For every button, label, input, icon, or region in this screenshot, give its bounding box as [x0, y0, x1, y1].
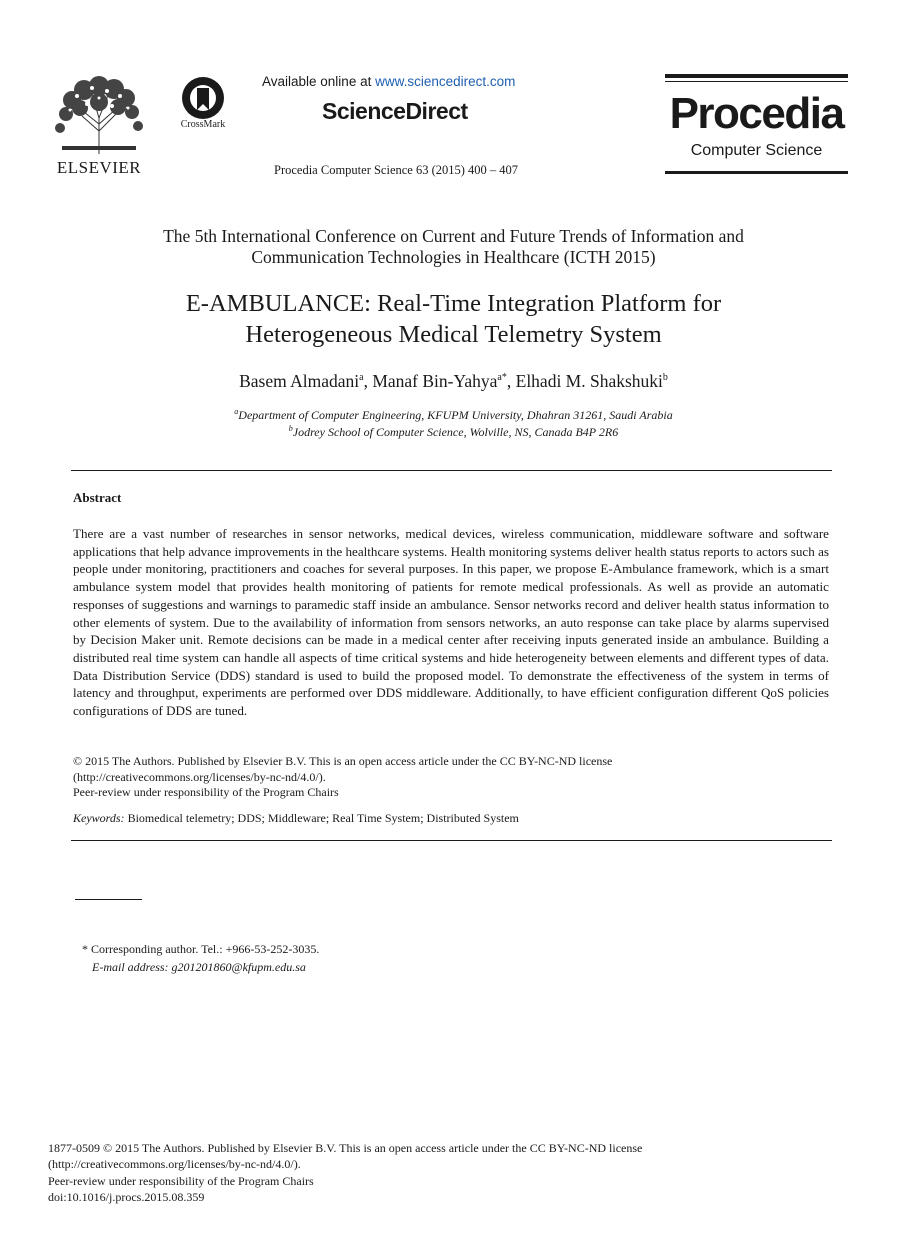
title-line-1: E-AMBULANCE: Real-Time Integration Platform for: [185, 290, 722, 317]
author-list: [60, 371, 847, 392]
license-line-1: © 2015 The Authors. Published by Elsevier B.V. This is an open access article under the CC BY-NC-ND license: [73, 754, 613, 768]
author-name: Manaf Bin-Yahya: [372, 371, 498, 391]
sciencedirect-logo: ScienceDirect: [322, 98, 468, 124]
author-affil-mark: b: [662, 372, 668, 384]
procedia-name: Procedia: [669, 89, 844, 138]
publisher-name: ELSEVIER: [56, 158, 142, 177]
peer-review-line: Peer-review under responsibility of the Program Chairs: [48, 1173, 314, 1188]
author-separator: ,: [506, 371, 516, 391]
license-block: [73, 754, 833, 801]
top-divider: [71, 470, 832, 471]
affiliation-text: Jodrey School of Computer Science, Wolville, NS, Canada B4P 2R6: [292, 425, 619, 439]
conference-name: [60, 226, 847, 268]
conference-line-1: The 5th International Conference on Current and Future Trends of Information and: [163, 226, 744, 246]
paper-title: [60, 288, 847, 350]
footnote-rule: [75, 899, 142, 900]
affiliation-mark: b: [288, 424, 293, 433]
corresponding-mark: *: [501, 372, 507, 384]
procedia-top-thin-rule: [665, 81, 848, 82]
keywords-text: Biomedical telemetry; DDS; Middleware; Real Time System; Distributed System: [124, 811, 519, 825]
abstract-body: There are a vast number of researches in sensor networks, medical devices, wireless communication, middleware software and software applications that help advance improvements in the healthcare systems. Health monitoring systems deliver health status reports to actors such as people under monitoring, practitioners and coaches for several purposes. In this paper, we propose E-Ambulance framework, which is a smart ambulance system model that provides health monitoring of patients for remote medical professionals. As well as provide an automatic responses of suggestions and warnings to paramedic staff inside an ambulance. Sensor networks record and deliver health status information to other elements of system. Due to the availability of information from sensors networks, an auto response can take place by alarms supervised by Decision Maker unit. Remote decisions can be made in a medical center after receiving inputs generated inside an ambulance. Building a distributed real time system can handle all aspects of time critical systems and hide heterogeneity between elements and different types of data. Data Distribution Service (DDS) standard is used to build the proposed model. To demonstrate the effectiveness of the system in terms of latency and throughput, experiments are performed over DDS middleware. Additionally, to have efficient configuration different QoS policies configurations of DDS are tuned.: [73, 526, 829, 719]
author-affil-mark: a: [359, 372, 364, 384]
doi-line[interactable]: doi:10.1016/j.procs.2015.08.359: [48, 1190, 205, 1205]
affiliation-mark: a: [234, 407, 239, 416]
license-link[interactable]: (http://creativecommons.org/licenses/by-nc-nd/4.0/).: [73, 769, 326, 784]
license-line-3: Peer-review under responsibility of the Program Chairs: [73, 785, 339, 799]
author-name: Elhadi M. Shakshuki: [515, 371, 663, 391]
author-affil-mark: a: [497, 372, 502, 384]
procedia-logo: [665, 72, 848, 176]
affiliation-a: [60, 407, 847, 423]
issn-line: 1877-0509 © 2015 The Authors. Published by Elsevier B.V. This is an open access article under the CC BY-NC-ND license: [48, 1141, 643, 1155]
email-address: E-mail address: g201201860@kfupm.edu.sa: [92, 960, 306, 974]
available-prefix: Available online at: [262, 74, 376, 89]
corresponding-author: * Corresponding author. Tel.: +966-53-252-3035.: [82, 942, 320, 956]
author-name: Basem Almadani: [239, 371, 360, 391]
crossmark-label: CrossMark: [180, 119, 226, 130]
affiliation-text: Department of Computer Engineering, KFUPM University, Dhahran 31261, Saudi Arabia: [238, 408, 673, 422]
bottom-info: [48, 1140, 848, 1206]
keywords-label: Keywords:: [73, 811, 125, 825]
procedia-bottom-rule: [665, 171, 848, 174]
abstract-heading: Abstract: [73, 490, 122, 505]
bottom-license-link[interactable]: (http://creativecommons.org/licenses/by-nc-nd/4.0/).: [48, 1157, 301, 1172]
bottom-divider: [71, 840, 832, 841]
procedia-subtitle: Computer Science: [690, 142, 823, 159]
author-separator: ,: [363, 371, 373, 391]
procedia-top-rule: [665, 74, 848, 78]
keywords: [73, 811, 833, 826]
sciencedirect-link[interactable]: www.sciencedirect.com: [375, 74, 516, 89]
available-online: [262, 74, 515, 89]
title-line-2: Heterogeneous Medical Telemetry System: [245, 321, 662, 348]
journal-reference: Procedia Computer Science 63 (2015) 400 – 407: [274, 163, 519, 177]
affiliation-b: [60, 424, 847, 440]
conference-line-2: Communication Technologies in Healthcare (ICTH 2015): [251, 247, 656, 267]
